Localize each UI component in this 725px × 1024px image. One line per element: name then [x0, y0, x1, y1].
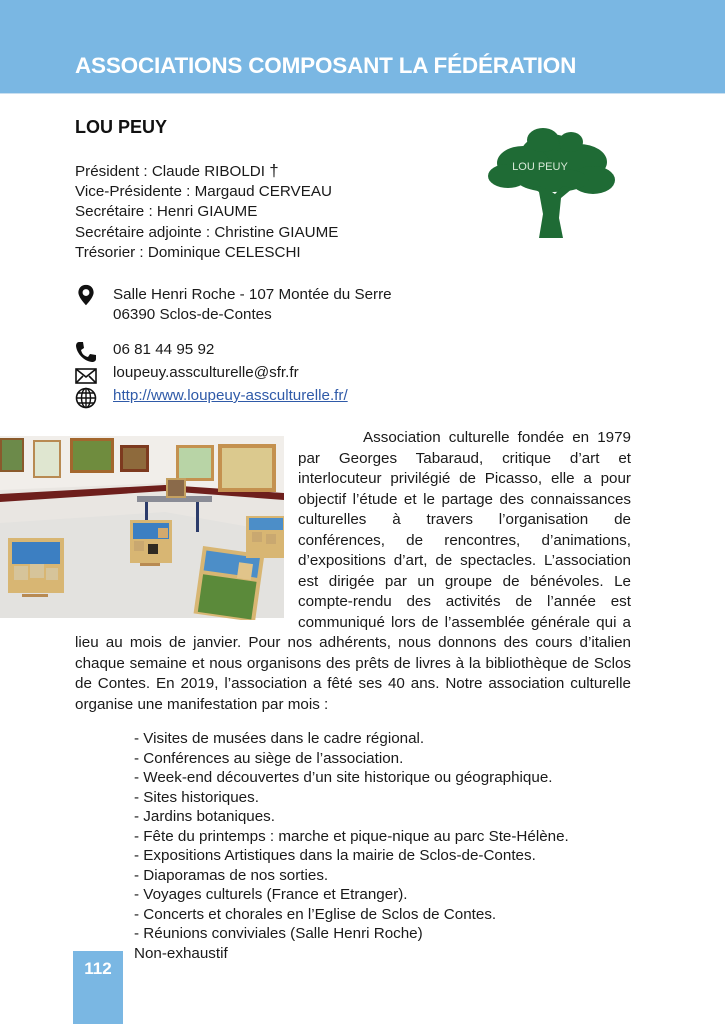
- list-item: - Expositions Artistiques dans la mairie de Sclos-de-Contes.: [134, 847, 536, 864]
- section-title: ASSOCIATIONS COMPOSANT LA FÉDÉRATION: [75, 53, 577, 78]
- footnote: Non-exhaustif: [134, 945, 228, 962]
- globe-icon: [75, 387, 97, 409]
- list-item: - Conférences au siège de l’association.: [134, 749, 404, 767]
- website-link[interactable]: http://www.loupeuy-assculturelle.fr/: [113, 387, 348, 404]
- envelope-icon: [75, 365, 97, 387]
- board-member: Secrétaire adjointe : Christine GIAUME: [75, 223, 339, 241]
- page-header: [0, 0, 725, 94]
- photo-wrap-spacer: [75, 428, 298, 633]
- deceased-mark: †: [269, 161, 279, 180]
- email-link[interactable]: loupeuy.assculturelle@sfr.fr: [113, 364, 299, 381]
- logo-text: LOU PEUY: [512, 161, 568, 173]
- list-item: - Diaporamas de nos sorties.: [134, 866, 329, 884]
- address-line-1: Salle Henri Roche - 107 Montée du Serre: [113, 286, 392, 303]
- page-number: 112: [84, 959, 112, 978]
- list-item: - Voyages culturels (France et Etranger).: [134, 886, 408, 903]
- board-member: Secrétaire : Henri GIAUME: [75, 203, 258, 221]
- board-member: Vice-Présidente : Margaud CERVEAU: [75, 183, 332, 201]
- description-text: Association culturelle fondée en 1979 par Georges Tabaraud, critique d’art et interlocuteur privilégié de Picasso, elle a pour objectif l’étude et le partage des connaissances culturelles à travers l’organisation de conférences, de rencontres, d’animations, d’expositions d’art, de spectacles. L’association est dirigée par un groupe de bénévoles. Le compte-rendu des activités de l’année est communiqué lors de l’assemblée générale qui a lieu au mois de janvier. Pour nos adhérents, nous donnons des cours d’italien chaque semaine et nous organisons des prêts de livres à la bibliothèque de Sclos de Contes. En 2019, l’association a fêté ses 40 ans. Notre association culturelle organise une manifestation par mois :: [75, 429, 631, 713]
- board-members: [75, 161, 338, 263]
- phone-icon: [75, 341, 97, 363]
- page-number-tab: [73, 951, 123, 1024]
- list-item: - Week-end découvertes d’un site historique ou géographique.: [134, 769, 553, 786]
- address-line-2: 06390 Sclos-de-Contes: [113, 306, 272, 323]
- list-item: - Réunions conviviales (Salle Henri Roche): [134, 925, 423, 942]
- list-item: - Fête du printemps : marche et pique-nique au parc Ste-Hélène.: [134, 827, 569, 845]
- board-member: Président : Claude RIBOLDI †: [75, 161, 279, 180]
- phone-number[interactable]: 06 81 44 95 92: [113, 341, 215, 358]
- list-item: - Concerts et chorales en l’Eglise de Sclos de Contes.: [134, 905, 497, 923]
- board-member: Trésorier : Dominique CELESCHI: [75, 243, 301, 261]
- association-description: [75, 428, 631, 715]
- list-item: - Sites historiques.: [134, 788, 259, 806]
- association-logo: [483, 118, 618, 243]
- map-pin-icon: [75, 284, 97, 306]
- activities-list: [134, 729, 569, 944]
- list-item: - Jardins botaniques.: [134, 808, 275, 825]
- list-item: - Visites de musées dans le cadre régional.: [134, 730, 425, 747]
- tree-logo-icon: [483, 118, 618, 243]
- association-name: LOU PEUY: [75, 117, 168, 137]
